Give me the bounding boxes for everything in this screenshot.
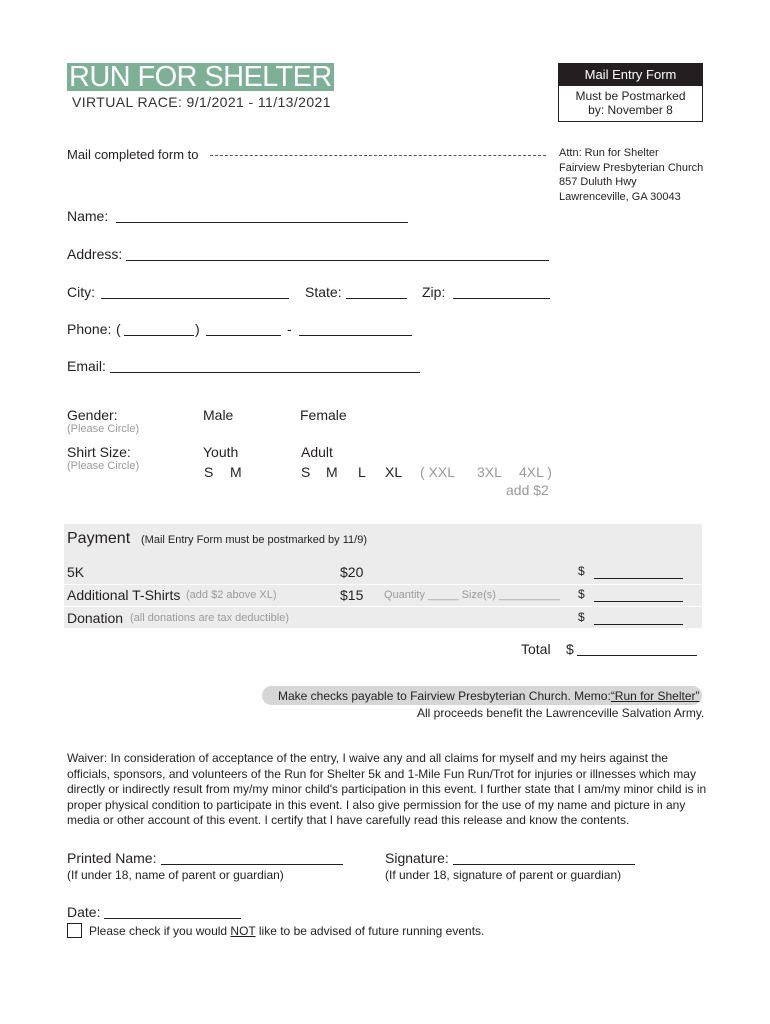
mail-address-line: Lawrenceville, GA 30043: [559, 190, 681, 203]
mail-address: [559, 146, 703, 204]
shirt-option-youth-s[interactable]: S: [204, 464, 214, 480]
extra-size-surcharge: add $2: [506, 482, 549, 498]
payment-row-hint: (all donations are tax deductible): [130, 612, 289, 624]
name-label: Name:: [67, 208, 109, 224]
mail-entry-box: [558, 63, 703, 122]
payment-row-price: $20: [340, 564, 364, 580]
mail-to-leader: [210, 155, 546, 156]
printed-name-label: Printed Name:: [67, 850, 157, 866]
signature-label: Signature:: [385, 850, 449, 866]
shirt-size-hint: (Please Circle): [67, 460, 140, 472]
race-title: RUN FOR SHELTER: [69, 61, 332, 93]
name-field[interactable]: [116, 222, 408, 223]
mail-address-line: Attn: Run for Shelter: [559, 147, 659, 159]
total-amount-field[interactable]: [577, 655, 697, 656]
zip-field[interactable]: [453, 298, 550, 299]
memo-text: “Run for Shelter”: [610, 689, 700, 703]
payment-row-price: $15: [340, 587, 364, 603]
gender-label: Gender:: [67, 407, 118, 423]
phone-line-field[interactable]: [299, 335, 412, 336]
mail-address-line: 857 Duluth Hwy: [559, 176, 637, 188]
checks-payable-label: Make checks payable to Fairview Presbyterian Church. Memo:: [278, 689, 611, 703]
phone-close-paren: ): [195, 321, 200, 337]
shirt-option-youth-m[interactable]: M: [230, 464, 242, 480]
total-dollar: $: [566, 641, 574, 657]
payment-row-dollar: $: [578, 610, 585, 624]
phone-area-code-field[interactable]: [124, 335, 194, 336]
waiver-text: Waiver: In consideration of acceptance of the entry, I waive any and all claims for myself and my heirs against the officials, sponsors, and volunteers of the Run for Shelter 5k and 1-Mile Fun Run/Trot for injuries or illnesses which may directly or indirectly result from my/my minor child's participation in this event. I further state that I am/my minor child is in proper physical condition to participate in this event. I also give permission for the use of my name and picture in any media or other account of this event. I certify that I have carefully read this release and know the contents.: [67, 751, 707, 827]
optout-text: [89, 924, 484, 938]
optout-emphasis: NOT: [230, 924, 256, 938]
payment-row-hint: (add $2 above XL): [186, 589, 277, 601]
date-label: Date:: [67, 904, 101, 920]
payment-row-label: 5K: [67, 564, 85, 580]
state-field[interactable]: [346, 298, 407, 299]
tshirt-amount-field[interactable]: [594, 601, 683, 602]
adult-label: Adult: [301, 444, 333, 460]
shirt-option-3xl[interactable]: 3XL: [477, 464, 502, 480]
tshirt-quantity-size-fields[interactable]: Quantity _____ Size(s) __________: [384, 589, 561, 601]
gender-option-female[interactable]: Female: [300, 407, 347, 423]
address-field[interactable]: [126, 260, 549, 261]
printed-name-field[interactable]: [161, 864, 343, 865]
donation-amount-field[interactable]: [594, 624, 683, 625]
optout-checkbox[interactable]: [67, 923, 82, 938]
mail-entry-heading: Mail Entry Form: [559, 64, 702, 86]
email-label: Email:: [67, 358, 106, 374]
proceeds-note: All proceeds benefit the Lawrenceville Salvation Army.: [417, 706, 705, 720]
mail-address-line: Fairview Presbyterian Church: [559, 161, 704, 174]
payment-row-label: Additional T-Shirts: [67, 587, 181, 603]
5k-amount-field[interactable]: [594, 578, 683, 579]
optout-text-after: like to be advised of future running events.: [255, 924, 485, 938]
shirt-option-adult-s[interactable]: S: [301, 464, 311, 480]
printed-name-hint: (If under 18, name of parent or guardian): [67, 868, 284, 882]
payment-row-dollar: $: [578, 564, 585, 578]
payment-row-divider: [64, 606, 702, 607]
city-field[interactable]: [101, 298, 289, 299]
shirt-option-adult-m[interactable]: M: [326, 464, 338, 480]
checks-payable-text: [278, 689, 700, 703]
phone-prefix-field[interactable]: [206, 335, 281, 336]
optout-text-before: Please check if you would: [89, 924, 231, 938]
youth-label: Youth: [203, 444, 239, 460]
date-field[interactable]: [104, 918, 241, 919]
signature-field[interactable]: [453, 864, 635, 865]
payment-row-dollar: $: [578, 587, 585, 601]
shirt-option-xxl[interactable]: ( XXL: [420, 464, 456, 480]
gender-hint: (Please Circle): [67, 423, 140, 435]
payment-note: (Mail Entry Form must be postmarked by 11/9): [141, 534, 367, 546]
race-dates: VIRTUAL RACE: 9/1/2021 - 11/13/2021: [72, 94, 331, 110]
total-label: Total: [521, 641, 551, 657]
zip-label: Zip:: [422, 284, 446, 300]
payment-heading: Payment: [67, 530, 131, 547]
shirt-option-adult-xl[interactable]: XL: [385, 464, 403, 480]
postmark-note-line1: Must be Postmarked: [575, 89, 686, 103]
postmark-note-line2: by: November 8: [588, 103, 673, 117]
phone-open-paren: (: [116, 321, 121, 337]
email-field[interactable]: [110, 372, 420, 373]
address-label: Address:: [67, 246, 123, 262]
phone-dash: -: [287, 321, 292, 337]
shirt-option-4xl[interactable]: 4XL ): [519, 464, 552, 480]
shirt-option-adult-l[interactable]: L: [358, 464, 366, 480]
payment-row-divider: [64, 584, 702, 585]
signature-hint: (If under 18, signature of parent or guardian): [385, 868, 622, 882]
mail-to-label: Mail completed form to: [67, 147, 199, 162]
state-label: State:: [305, 284, 342, 300]
gender-option-male[interactable]: Male: [203, 407, 234, 423]
phone-label: Phone:: [67, 321, 112, 337]
payment-row-label: Donation: [67, 610, 124, 626]
city-label: City:: [67, 284, 95, 300]
shirt-size-label: Shirt Size:: [67, 444, 131, 460]
